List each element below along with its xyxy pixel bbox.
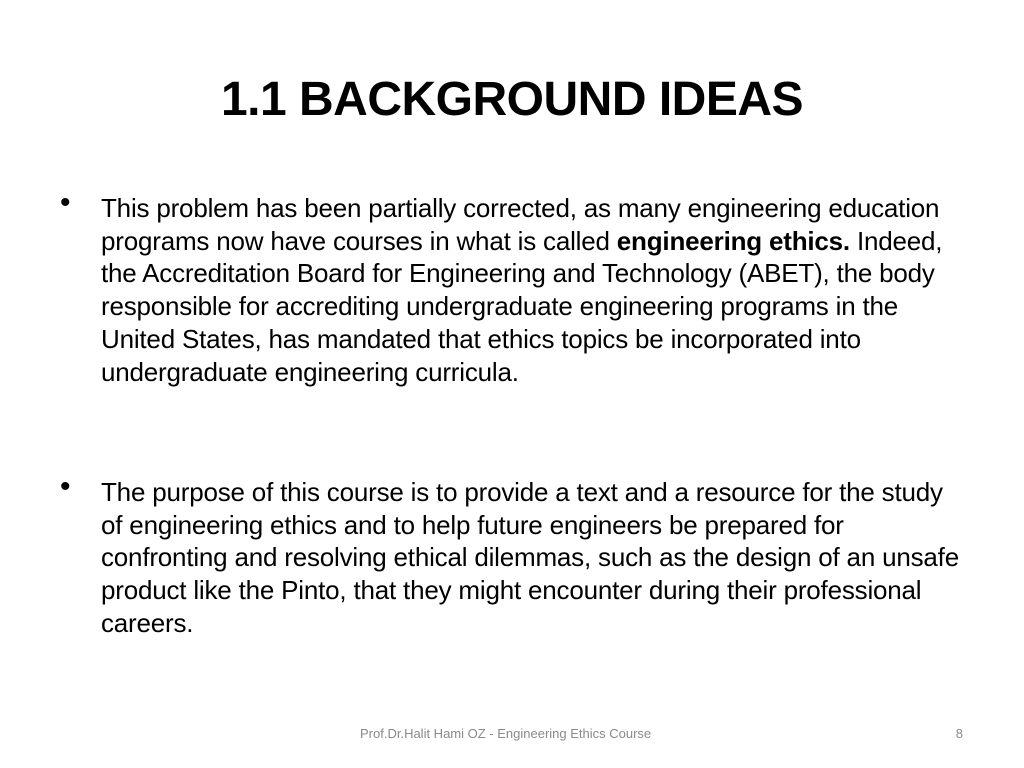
bullet-text-part: Indeed, the Accreditation Board for Engineering and Technology (ABET), the body responsible for accrediting undergraduate engineering programs in the United States, has mandated that ethics topics be incorporated into undergraduate engineering curricula. bbox=[101, 225, 943, 387]
bullet-text bbox=[101, 192, 959, 388]
footer-text: Prof.Dr.Halit Hami OZ - Engineering Ethics Course bbox=[360, 726, 652, 741]
slide-title: 1.1 BACKGROUND IDEAS bbox=[220, 73, 804, 126]
bullet-icon: • bbox=[60, 470, 71, 503]
bullet-icon: • bbox=[60, 186, 71, 219]
bold-term: engineering ethics. bbox=[616, 225, 850, 256]
page-number: 8 bbox=[955, 726, 963, 741]
bullet-text: The purpose of this course is to provide a text and a resource for the study of engineering ethics and to help future engineers be prepared for confronting and resolving ethical dilemmas, such as the design of an unsafe product like the Pinto, that they might encounter during their professional careers. bbox=[101, 477, 959, 638]
bullet-text-part: This problem has been partially corrected, as many engineering education programs now have courses in what is called bbox=[101, 193, 940, 256]
